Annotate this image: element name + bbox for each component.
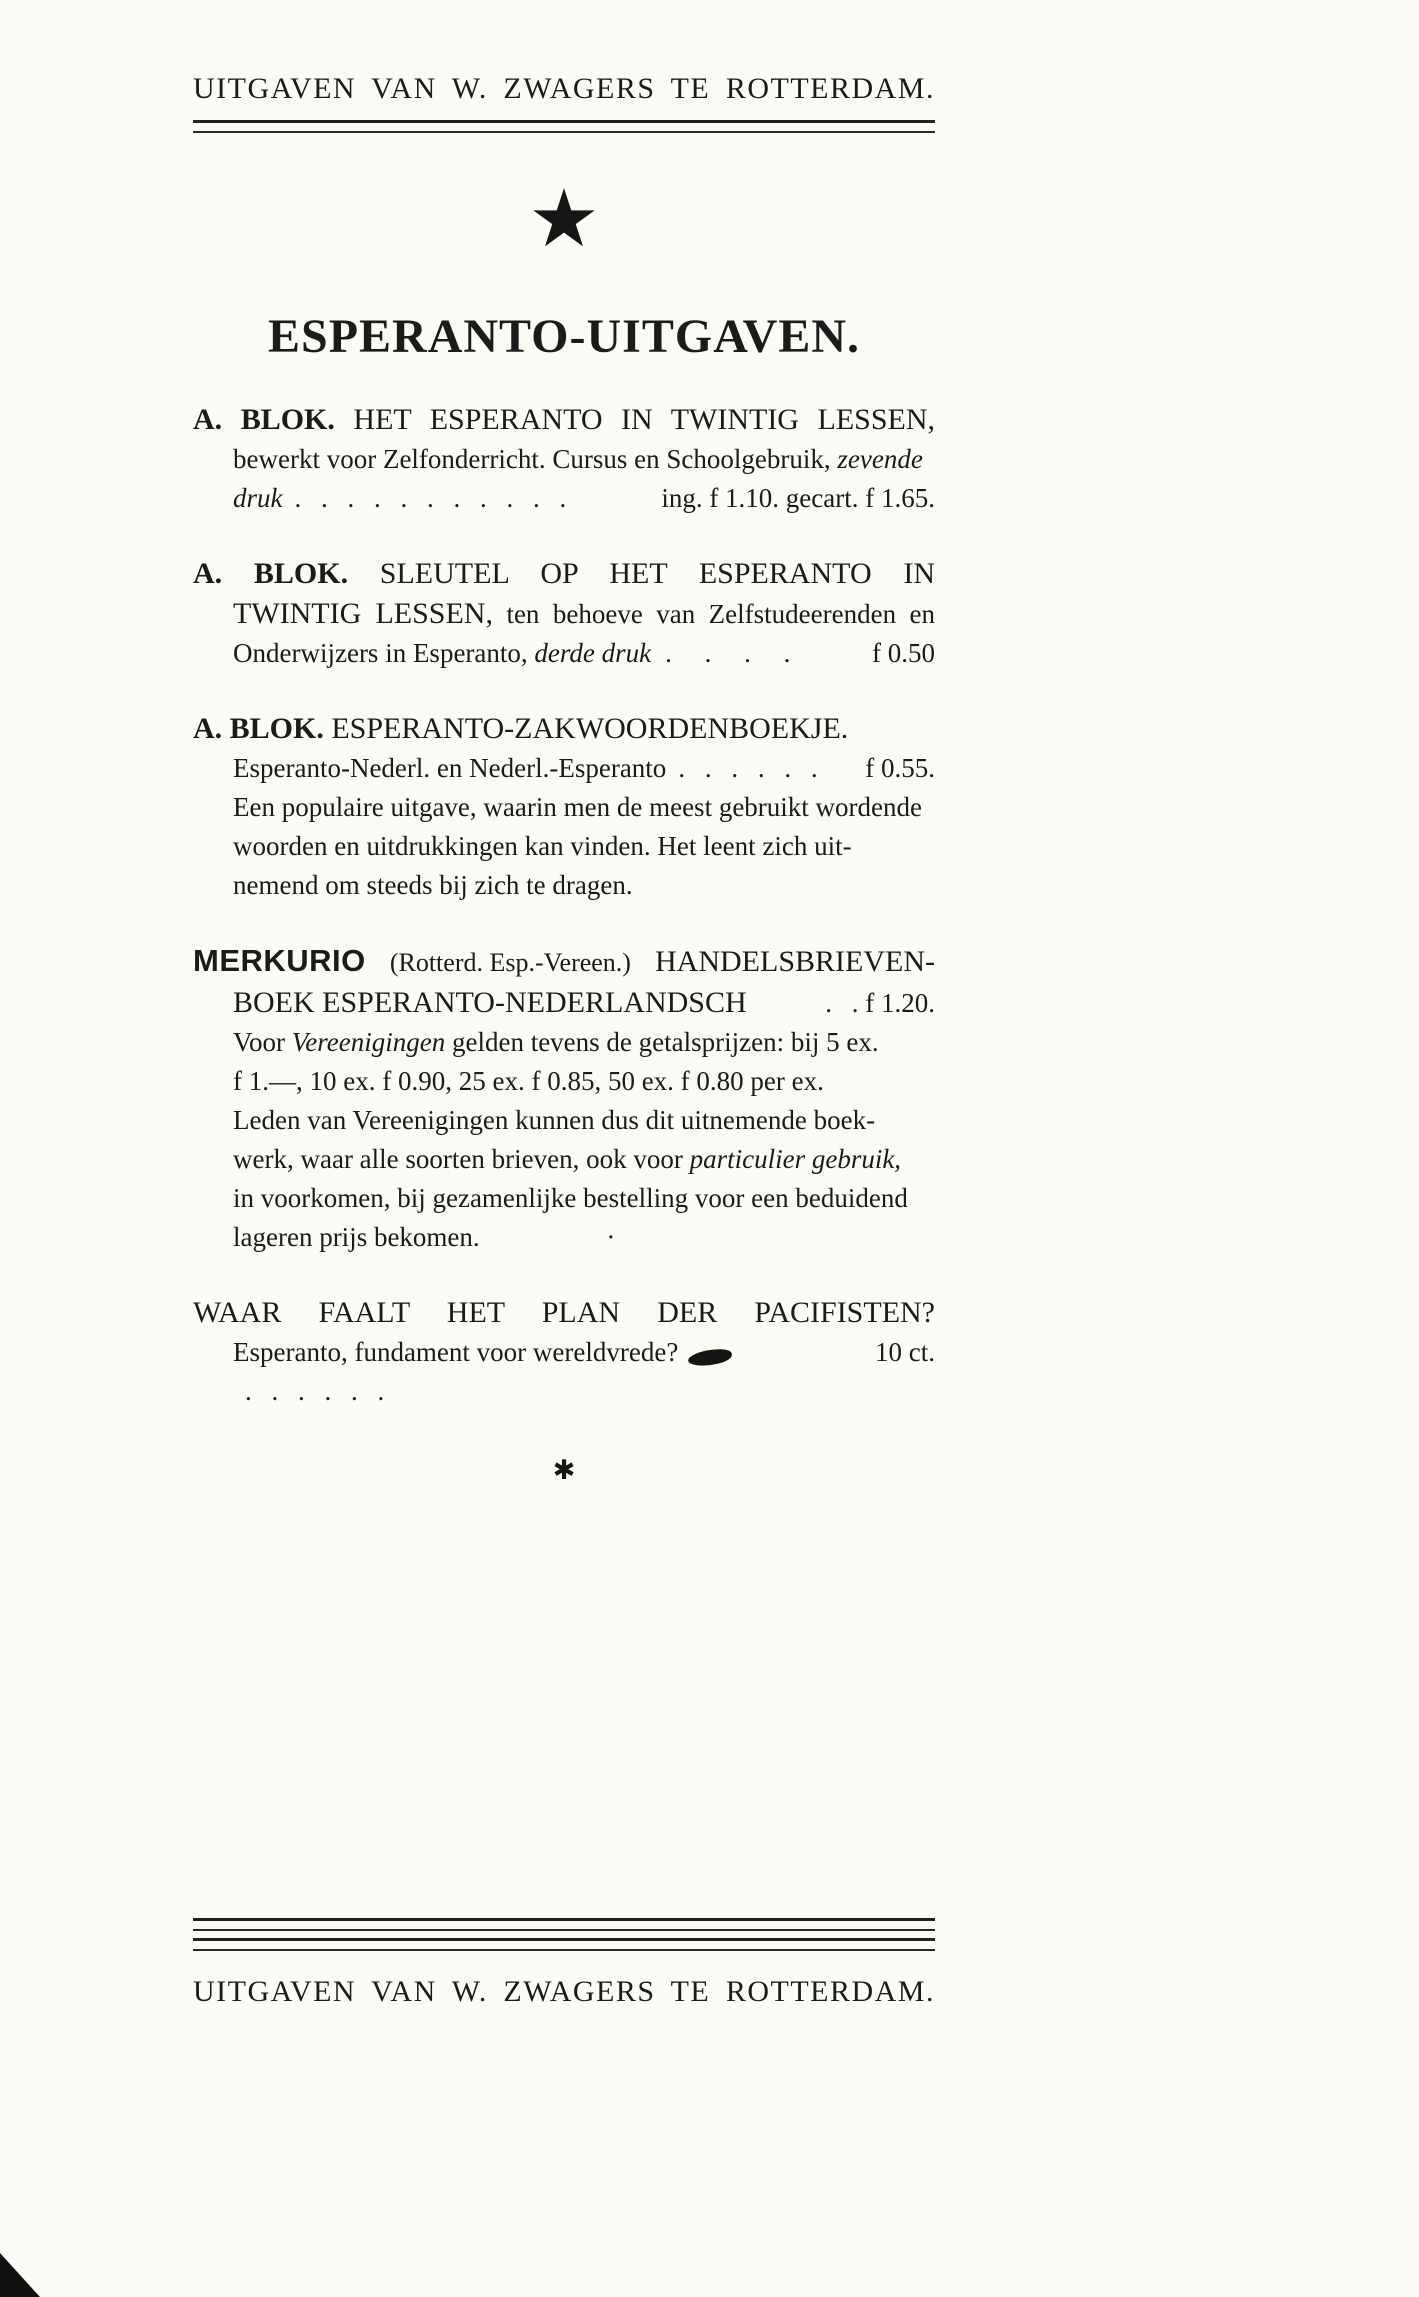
page-header: UITGAVEN VAN W. ZWAGERS TE ROTTERDAM. [193, 72, 935, 105]
emphasis-text: Vereenigingen [291, 1027, 446, 1057]
body-text: Esperanto-Nederl. en Nederl.-Esperanto [233, 753, 667, 783]
catalog-entry-2 [193, 554, 935, 673]
body-text: ten behoeve van Zelfstudeerenden en [506, 599, 936, 629]
entry-title-price-line [193, 983, 935, 1023]
entry-title: SLEUTEL OP HET ESPERANTO IN [379, 557, 935, 590]
price-group [813, 984, 935, 1023]
price-line-left [233, 634, 790, 673]
price-line-left [233, 479, 566, 518]
leader-dots: . . . . [665, 638, 791, 668]
entry-price-line [193, 634, 935, 673]
entry-author: A. BLOK. [193, 712, 324, 745]
body-text: Voor [233, 1027, 286, 1057]
small-star-ornament-icon: ✱ [552, 1455, 576, 1485]
entry-body-line: f 1.—, 10 ex. f 0.90, 25 ex. f 0.85, 50 ex. f 0.80 per ex. [233, 1066, 824, 1096]
catalog-entry-5 [193, 1293, 935, 1411]
price: ing. f 1.10. gecart. f 1.65. [661, 483, 935, 513]
entry-body-line: woorden en uitdrukkingen kan vinden. Het leent zich uit- [233, 831, 852, 861]
catalog-entry-1 [193, 400, 935, 518]
price-line-left [233, 1333, 875, 1411]
publisher-society-name: MERKURIO [193, 943, 366, 978]
entry-author: A. BLOK. [193, 403, 335, 436]
entry-body-line: Leden van Vereenigingen kunnen dus dit uitnemende boek- [233, 1105, 876, 1135]
catalog-entry-3 [193, 709, 935, 905]
entry-body-line [193, 1140, 935, 1179]
entry-heading [193, 709, 935, 749]
leader-dots: . . . . . . [245, 1376, 385, 1406]
entry-price-line [193, 1333, 935, 1411]
entry-body-line [193, 1218, 935, 1257]
body-text: lageren prijs bekomen. [233, 1222, 480, 1252]
edition-note: zevende [837, 444, 923, 474]
footer-rule-top [193, 1918, 935, 1931]
entry-author: A. BLOK. [193, 557, 349, 590]
body-text: gelden tevens de getalsprijzen: bij 5 ex. [451, 1027, 879, 1057]
body-text: Esperanto, fundament voor wereldvrede? [233, 1337, 679, 1367]
footer-rule-bottom [193, 1938, 935, 1951]
entry-title: ESPERANTO-ZAKWOORDENBOEKJE. [331, 712, 849, 745]
entry-subheading-line [193, 594, 935, 634]
page-footer: UITGAVEN VAN W. ZWAGERS TE ROTTERDAM. [193, 1975, 935, 2008]
header-rule [193, 120, 935, 133]
entry-heading [193, 941, 935, 983]
page-title: ESPERANTO-UITGAVEN. [267, 310, 861, 363]
body-text: Onderwijzers in Esperanto, [233, 638, 528, 668]
page-footer-area [193, 1918, 935, 2009]
entry-price-line [193, 479, 935, 518]
entry-heading [193, 400, 935, 440]
entry-title: HET ESPERANTO IN TWINTIG LESSEN, [353, 403, 936, 436]
entry-heading: WAAR FAALT HET PLAN DER PACIFISTEN? [193, 1296, 935, 1329]
price: f 1.20. [865, 988, 935, 1018]
entry-body-line: Een populaire uitgave, waarin men de meest gebruikt wordende [233, 792, 923, 822]
entry-price-line [193, 749, 935, 788]
price-line-left [233, 749, 818, 788]
entry-title: HANDELSBRIEVEN- [655, 945, 935, 978]
entry-body-line: in voorkomen, bij gezamenlijke bestelling voor een beduidend [233, 1183, 908, 1213]
print-artifact-dot: · [606, 1222, 616, 1252]
leader-dots: . . [825, 988, 859, 1018]
body-text: bewerkt voor Zelfonderricht. Cursus en Schoolgebruik, [233, 444, 831, 474]
price: f 0.50 [872, 638, 935, 668]
leader-dots: . . . . . . [678, 753, 818, 783]
scan-corner-artifact [0, 2253, 40, 2297]
entry-body-line [193, 440, 935, 479]
body-text: werk, waar alle soorten brieven, ook voor [233, 1144, 683, 1174]
price: 10 ct. [875, 1337, 935, 1367]
edition-note: derde druk [534, 638, 652, 668]
entry-title-continued: BOEK ESPERANTO-NEDERLANDSCH [233, 986, 747, 1019]
entry-title-continued: TWINTIG LESSEN, [233, 597, 493, 630]
leader-dots: . . . . . . . . . . . [294, 483, 567, 513]
star-ornament-icon: ★ [528, 176, 600, 264]
price: f 0.55. [865, 753, 935, 783]
society-abbreviation: (Rotterd. Esp.-Vereen.) [389, 948, 631, 977]
emphasis-text: particulier gebruik, [689, 1144, 902, 1174]
edition-note: druk [233, 483, 283, 513]
entry-heading [193, 554, 935, 594]
ink-smudge [688, 1348, 733, 1368]
entry-body-line [193, 1023, 935, 1062]
entry-body-line: nemend om steeds bij zich te dragen. [233, 870, 633, 900]
catalog-entry-4 [193, 941, 935, 1257]
text-column [193, 72, 935, 1486]
